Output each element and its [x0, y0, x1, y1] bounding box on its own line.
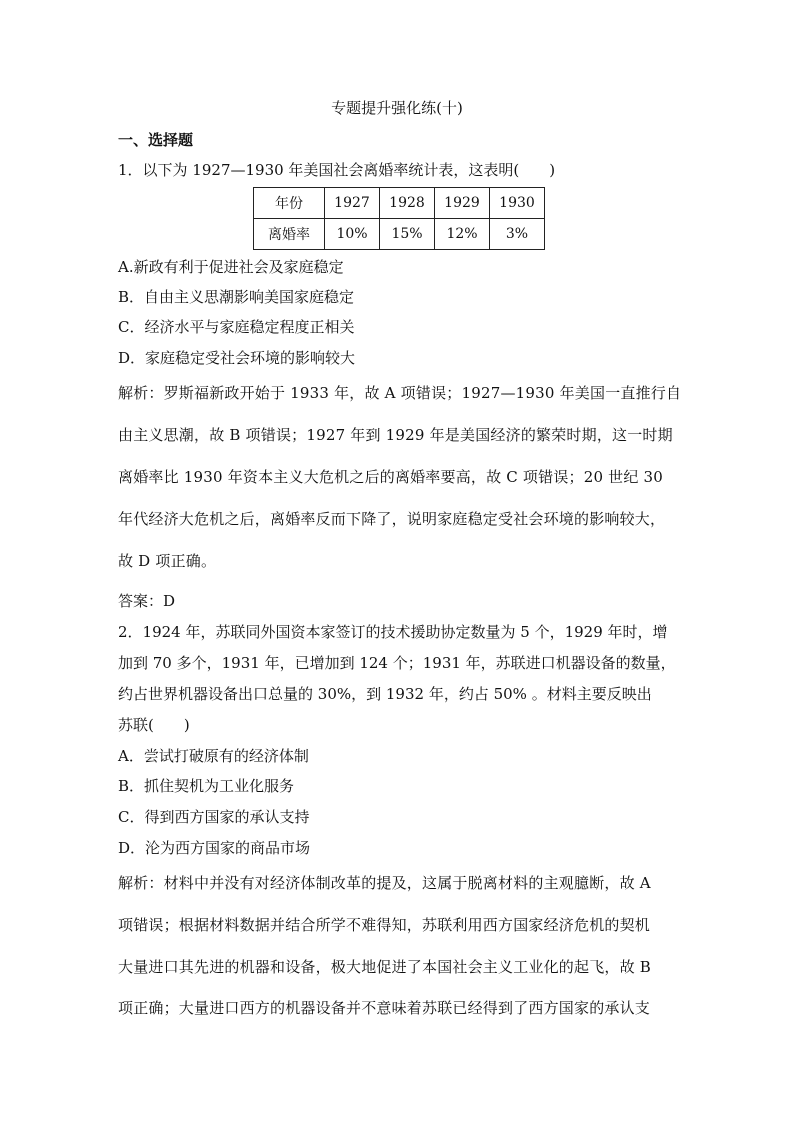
table-header-row — [254, 188, 545, 219]
q1-analysis-line: 由主义思潮，故 B 项错误；1927 年到 1929 年是美国经济的繁荣时期，这一时期 — [118, 426, 673, 444]
q2-stem-line: 2．1924 年，苏联同外国资本家签订的技术援助协定数量为 5 个，1929 年时，增 — [118, 623, 668, 641]
q1-analysis-line: 离婚率比 1930 年资本主义大危机之后的离婚率要高，故 C 项错误；20 世纪 30 — [118, 468, 664, 486]
q2-analysis-line: 项正确；大量进口西方的机器设备并不意味着苏联已经得到了西方国家的承认支 — [118, 999, 651, 1017]
q2-analysis-line: 大量进口其先进的机器和设备，极大地促进了本国社会主义工业化的起飞，故 B — [118, 958, 651, 976]
q2-stem-line: 苏联( ) — [118, 716, 190, 734]
table-cell: 1930 — [490, 188, 545, 219]
q1-option-d: D．家庭稳定受社会环境的影响较大 — [118, 349, 356, 367]
q1-answer: 答案：D — [118, 592, 176, 610]
q2-option-d: D．沦为西方国家的商品市场 — [118, 839, 311, 857]
q2-stem-line: 约占世界机器设备出口总量的 30%，到 1932 年，约占 50% 。材料主要反映出 — [118, 685, 652, 703]
table-cell: 3% — [490, 219, 545, 250]
table-cell: 10% — [325, 219, 380, 250]
section-heading: 一、选择题 — [118, 131, 194, 149]
q2-option-c: C．得到西方国家的承认支持 — [118, 808, 310, 826]
table-cell: 15% — [380, 219, 435, 250]
table-cell: 1928 — [380, 188, 435, 219]
q2-analysis-line: 项错误；根据材料数据并结合所学不难得知，苏联利用西方国家经济危机的契机 — [118, 916, 651, 934]
q1-analysis-line: 故 D 项正确。 — [118, 552, 217, 570]
table-cell: 离婚率 — [254, 219, 325, 250]
table-cell: 年份 — [254, 188, 325, 219]
q1-analysis-line: 年代经济大危机之后，离婚率反而下降了，说明家庭稳定受社会环境的影响较大， — [118, 510, 666, 528]
q1-option-c: C．经济水平与家庭稳定程度正相关 — [118, 318, 355, 336]
q1-analysis-line: 解析：罗斯福新政开始于 1933 年，故 A 项错误；1927—1930 年美国一直推行自 — [118, 384, 682, 402]
table-row — [254, 219, 545, 250]
q2-option-a: A．尝试打破原有的经济体制 — [118, 747, 309, 765]
table-cell: 1927 — [325, 188, 380, 219]
divorce-rate-table — [253, 187, 545, 250]
table-cell: 12% — [435, 219, 490, 250]
q1-option-b: B．自由主义思潮影响美国家庭稳定 — [118, 288, 355, 306]
page-title: 专题提升强化练(十) — [331, 99, 463, 117]
q1-stem: 1．以下为 1927—1930 年美国社会离婚率统计表，这表明( ) — [118, 161, 556, 179]
q2-option-b: B．抓住契机为工业化服务 — [118, 777, 295, 795]
q2-stem-line: 加到 70 多个，1931 年，已增加到 124 个；1931 年，苏联进口机器设备的数量， — [118, 654, 676, 672]
table-cell: 1929 — [435, 188, 490, 219]
q1-option-a: A.新政有利于促进社会及家庭稳定 — [118, 258, 344, 276]
q2-analysis-line: 解析：材料中并没有对经济体制改革的提及，这属于脱离材料的主观臆断，故 A — [118, 874, 651, 892]
